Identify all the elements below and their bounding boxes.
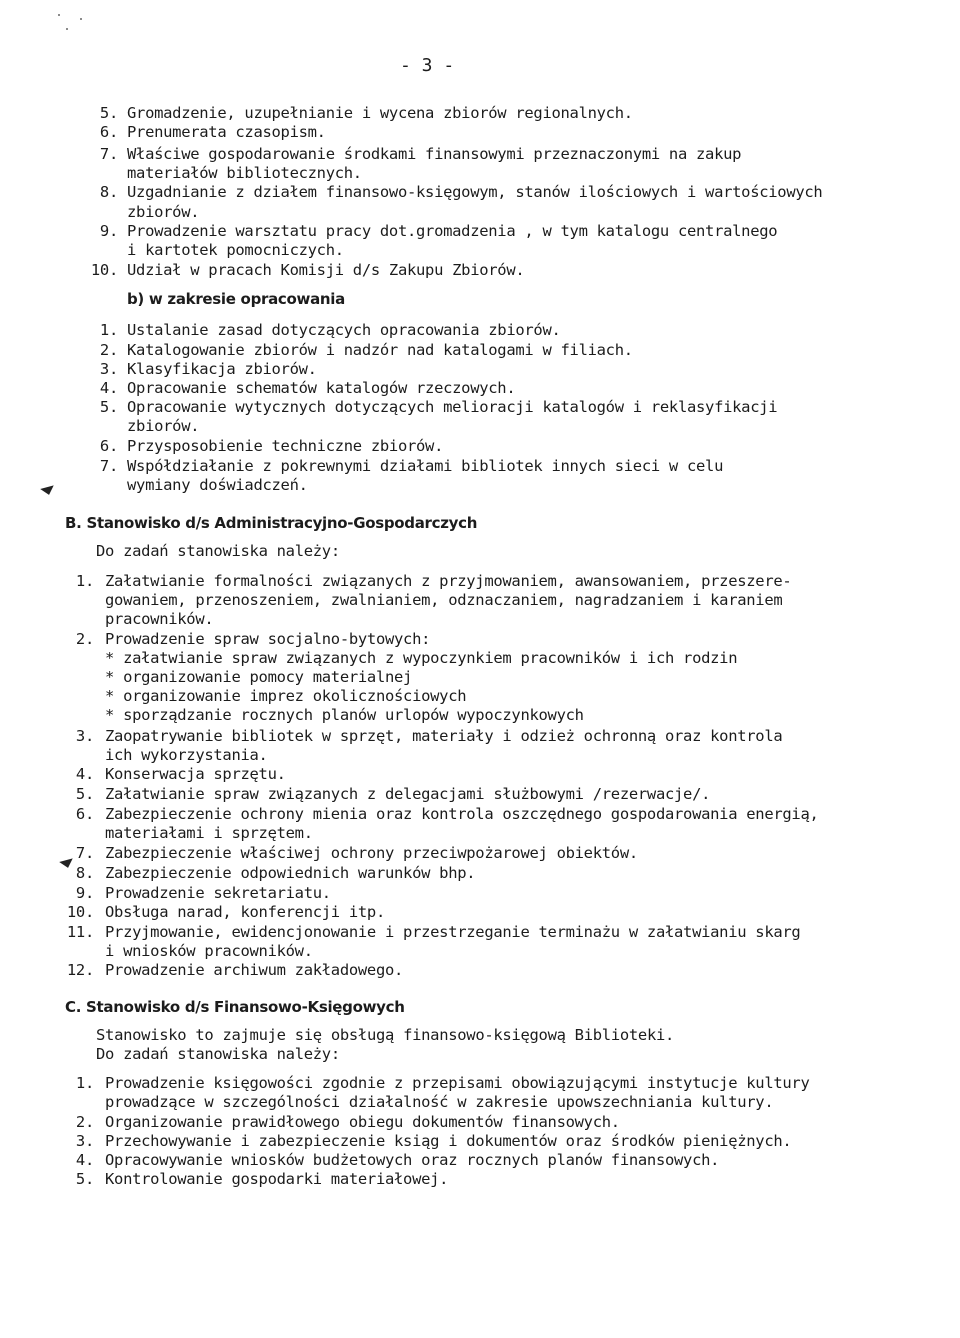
list-item-text: * sporządzanie rocznych planów urlopów wypoczynkowych <box>105 706 584 724</box>
list-number: 5. <box>75 1170 94 1188</box>
list-item-text: Zabezpieczenie odpowiednich warunków bhp. <box>105 864 476 882</box>
list-item-text: i wniosków pracowników. <box>105 942 313 960</box>
list-number: 6. <box>99 123 118 141</box>
list-item-text: Przysposobienie techniczne zbiorów. <box>127 437 444 455</box>
list-number: 4. <box>99 379 118 397</box>
list-number: 3. <box>75 727 94 745</box>
list-item-text: Prowadzenie spraw socjalno-bytowych: <box>105 630 431 648</box>
list-number: 2. <box>75 630 94 648</box>
list-item-text: Prowadzenie warsztatu pracy dot.gromadzenia , w tym katalogu centralnego <box>127 222 778 240</box>
list-number: 9. <box>75 884 94 902</box>
list-item-text: Prenumerata czasopism. <box>127 123 326 141</box>
list-number: 6. <box>99 437 118 455</box>
list-number: 2. <box>99 341 118 359</box>
list-item-text: materiałów bibliotecznych. <box>127 164 362 182</box>
list-item-text: Obsługa narad, konferencji itp. <box>105 903 385 921</box>
section-intro: Do zadań stanowiska należy: <box>96 542 340 560</box>
list-number: 7. <box>99 145 118 163</box>
list-item-text: Organizowanie prawidłowego obiegu dokumentów finansowych. <box>105 1113 620 1131</box>
scan-speck <box>58 14 60 16</box>
section-intro: Do zadań stanowiska należy: <box>96 1045 340 1063</box>
list-item-text: gowaniem, przenoszeniem, zwalnianiem, odznaczaniem, nagradzaniem i karaniem <box>105 591 783 609</box>
list-item-text: prowadzące w szczególności działalność w zakresie upowszechniania kultury. <box>105 1093 774 1111</box>
list-item-text: Opracowanie wytycznych dotyczących melioracji katalogów i reklasyfikacji <box>127 398 778 416</box>
list-number: 10. <box>66 903 94 921</box>
scan-speck <box>80 18 82 20</box>
list-item-text: zbiorów. <box>127 417 200 435</box>
list-number: 8. <box>75 864 94 882</box>
list-item-text: Przyjmowanie, ewidencjonowanie i przestrzeganie terminażu w załatwianiu skarg <box>105 923 801 941</box>
list-item-text: Gromadzenie, uzupełnianie i wycena zbiorów regionalnych. <box>127 104 633 122</box>
list-item-text: Zabezpieczenie właściwej ochrony przeciwpożarowej obiektów. <box>105 844 638 862</box>
margin-check-mark <box>40 485 56 496</box>
list-item-text: Prowadzenie księgowości zgodnie z przepisami obowiązującymi instytucje kultury <box>105 1074 810 1092</box>
list-number: 12. <box>66 961 94 979</box>
list-number: 1. <box>75 572 94 590</box>
list-number: 3. <box>99 360 118 378</box>
list-item-text: ich wykorzystania. <box>105 746 268 764</box>
list-item-text: zbiorów. <box>127 203 200 221</box>
list-number: 5. <box>75 785 94 803</box>
list-item-text: Klasyfikacja zbiorów. <box>127 360 317 378</box>
list-item-text: Ustalanie zasad dotyczących opracowania zbiorów. <box>127 321 561 339</box>
page-number: - 3 - <box>400 55 455 76</box>
list-item-text: Udział w pracach Komisji d/s Zakupu Zbiorów. <box>127 261 525 279</box>
list-item-text: Przechowywanie i zabezpieczenie ksiąg i dokumentów oraz środków pieniężnych. <box>105 1132 792 1150</box>
list-number: 1. <box>99 321 118 339</box>
list-item-text: Kontrolowanie gospodarki materiałowej. <box>105 1170 449 1188</box>
list-item-text: Właściwe gospodarowanie środkami finansowymi przeznaczonymi na zakup <box>127 145 742 163</box>
list-number: 4. <box>75 1151 94 1169</box>
list-number: 11. <box>66 923 94 941</box>
list-number: 8. <box>99 183 118 201</box>
list-number: 7. <box>99 457 118 475</box>
section-intro: Stanowisko to zajmuje się obsługą finansowo-księgową Biblioteki. <box>96 1026 675 1044</box>
list-item-text: Konserwacja sprzętu. <box>105 765 286 783</box>
list-item-text: Współdziałanie z pokrewnymi działami bibliotek innych sieci w celu <box>127 457 724 475</box>
scan-speck <box>66 28 68 30</box>
subsection-heading: b) w zakresie opracowania <box>127 290 345 308</box>
section-heading: C. Stanowisko d/s Finansowo-Księgowych <box>65 998 405 1016</box>
list-item-text: Prowadzenie sekretariatu. <box>105 884 331 902</box>
list-number: 5. <box>99 398 118 416</box>
list-number: 7. <box>75 844 94 862</box>
list-item-text: wymiany doświadczeń. <box>127 476 308 494</box>
list-item-text: Opracowanie schematów katalogów rzeczowych. <box>127 379 516 397</box>
list-number: 6. <box>75 805 94 823</box>
list-item-text: Załatwianie spraw związanych z delegacjami służbowymi /rezerwacje/. <box>105 785 711 803</box>
list-number: 3. <box>75 1132 94 1150</box>
list-number: 1. <box>75 1074 94 1092</box>
list-item-text: Załatwianie formalności związanych z przyjmowaniem, awansowaniem, przeszere- <box>105 572 792 590</box>
list-item-text: materiałami i sprzętem. <box>105 824 313 842</box>
section-heading: B. Stanowisko d/s Administracyjno-Gospodarczych <box>65 514 478 532</box>
list-item-text: * załatwianie spraw związanych z wypoczynkiem pracowników i ich rodzin <box>105 649 738 667</box>
list-item-text: Zabezpieczenie ochrony mienia oraz kontrola oszczędnego gospodarowania energią, <box>105 805 819 823</box>
list-number: 5. <box>99 104 118 122</box>
list-item-text: i kartotek pomocniczych. <box>127 241 344 259</box>
list-item-text: Uzgadnianie z działem finansowo-księgowym, stanów ilościowych i wartościowych <box>127 183 823 201</box>
list-item-text: * organizowanie imprez okolicznościowych <box>105 687 467 705</box>
list-item-text: * organizowanie pomocy materialnej <box>105 668 413 686</box>
list-item-text: Katalogowanie zbiorów i nadzór nad katalogami w filiach. <box>127 341 633 359</box>
list-number: 10. <box>90 261 118 279</box>
list-number: 9. <box>99 222 118 240</box>
list-item-text: pracowników. <box>105 610 214 628</box>
list-item-text: Zaopatrywanie bibliotek w sprzęt, materiały i odzież ochronną oraz kontrola <box>105 727 783 745</box>
list-number: 2. <box>75 1113 94 1131</box>
list-number: 4. <box>75 765 94 783</box>
list-item-text: Prowadzenie archiwum zakładowego. <box>105 961 404 979</box>
list-item-text: Opracowywanie wniosków budżetowych oraz rocznych planów finansowych. <box>105 1151 720 1169</box>
